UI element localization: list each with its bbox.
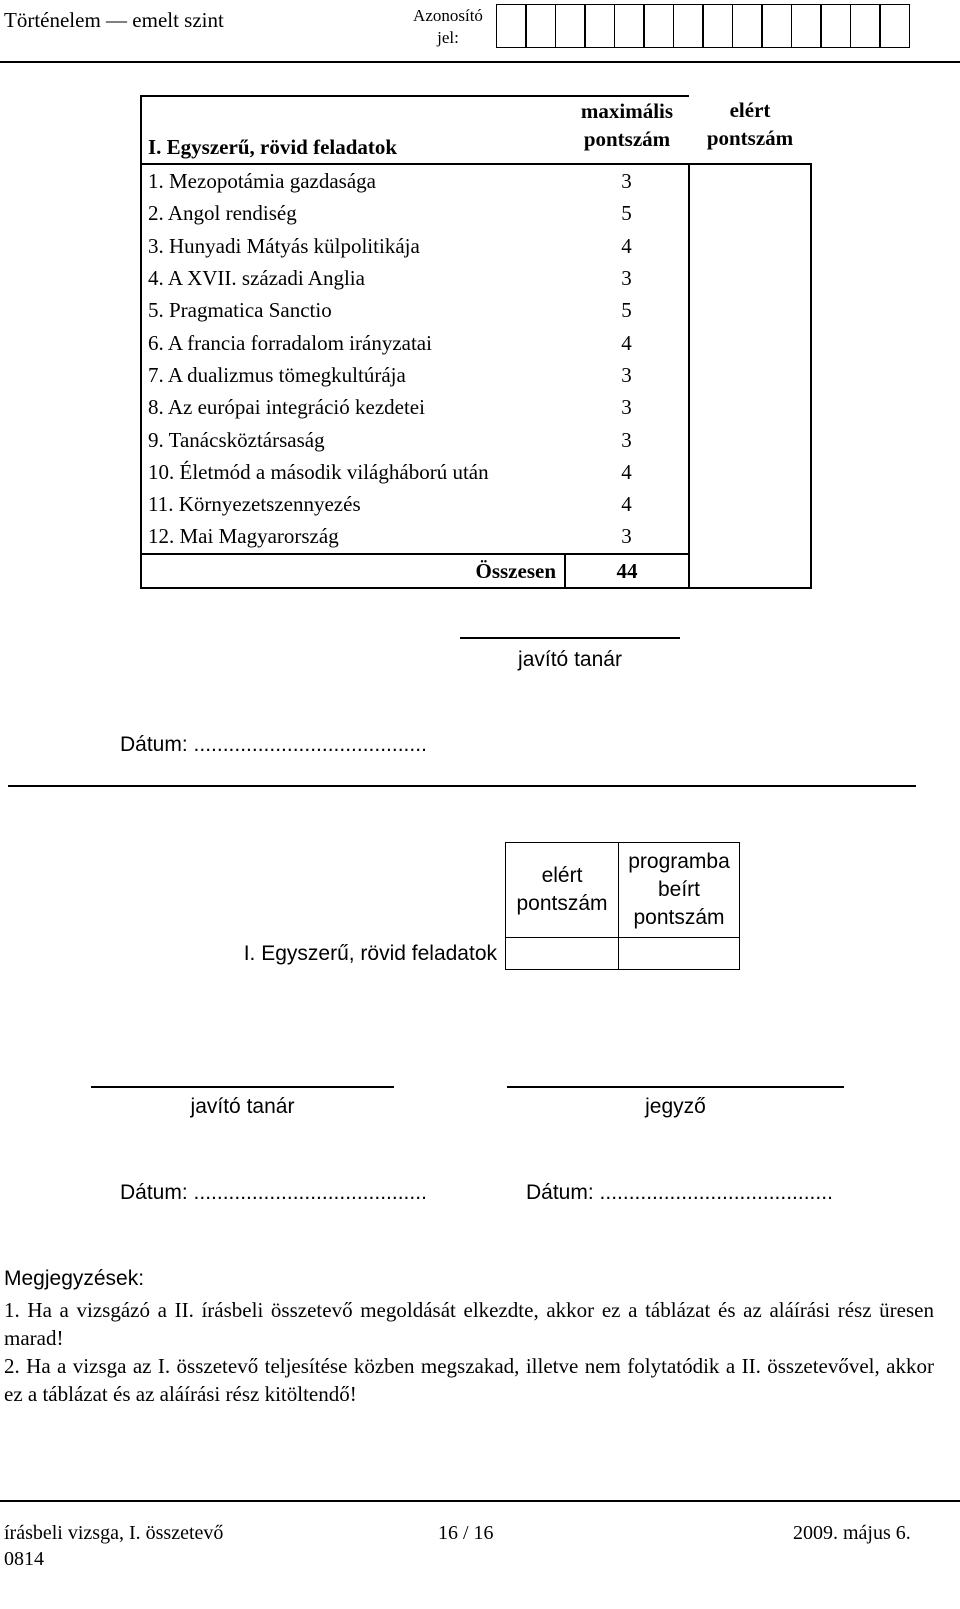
task-name: 4. A XVII. századi Anglia bbox=[141, 262, 565, 294]
task-name: 2. Angol rendiség bbox=[141, 197, 565, 229]
task-max-points: 4 bbox=[621, 459, 632, 484]
total-value: 44 bbox=[565, 554, 689, 588]
task-achieved-cell[interactable] bbox=[689, 197, 811, 229]
program-score-header-row bbox=[213, 843, 740, 938]
signature-line-notary[interactable] bbox=[507, 1086, 844, 1088]
task-name: 5. Pragmatica Sanctio bbox=[141, 294, 565, 326]
task-max-points: 5 bbox=[621, 201, 632, 226]
section-divider bbox=[8, 785, 916, 787]
achieved-header: elért pontszám bbox=[506, 843, 619, 938]
id-code-box[interactable] bbox=[643, 4, 674, 48]
note-2: 2. Ha a vizsga az I. összetevő teljesítése közben megszakad, illetve nem folytatódik a II. összetevővel, akkor ez a táblázat és az aláírási rész kitöltendő! bbox=[4, 1354, 934, 1406]
notary-role-label: jegyző bbox=[645, 1095, 706, 1118]
task-achieved-cell[interactable] bbox=[689, 520, 811, 553]
id-code-box[interactable] bbox=[820, 4, 851, 48]
task-name: 1. Mezopotámia gazdasága bbox=[141, 164, 565, 197]
date-field-3[interactable]: Dátum: ........................................ bbox=[526, 1181, 833, 1204]
id-code-box[interactable] bbox=[555, 4, 586, 48]
id-code-box[interactable] bbox=[525, 4, 556, 48]
task-name: 8. Az európai integráció kezdetei bbox=[141, 391, 565, 423]
entered-header: programba beírt pontszám bbox=[619, 843, 740, 938]
azonosito-label: Azonosító jel: bbox=[413, 6, 483, 47]
task-name: 7. A dualizmus tömegkultúrája bbox=[141, 359, 565, 391]
task-achieved-cell[interactable] bbox=[689, 164, 811, 197]
note-1: 1. Ha a vizsgázó a II. írásbeli összetevő megoldását elkezdte, akkor ez a táblázat és az aláírási rész üresen marad! bbox=[4, 1298, 934, 1350]
task-max-points: 4 bbox=[621, 492, 632, 517]
task-max-points: 5 bbox=[621, 298, 632, 323]
header-title: Történelem — emelt szint bbox=[4, 8, 224, 32]
task-row bbox=[141, 326, 811, 358]
id-code-box[interactable] bbox=[673, 4, 704, 48]
task-max-points: 3 bbox=[621, 362, 632, 387]
task-achieved-cell[interactable] bbox=[689, 391, 811, 423]
footer-date: 2009. május 6. bbox=[793, 1522, 911, 1544]
task-achieved-cell[interactable] bbox=[689, 262, 811, 294]
program-score-row bbox=[213, 938, 740, 970]
scoring-table-header-row bbox=[141, 96, 811, 164]
total-row bbox=[141, 554, 811, 588]
date-field-1[interactable]: Dátum: ........................................ bbox=[120, 733, 427, 756]
header-divider bbox=[0, 61, 960, 63]
section-header: I. Egyszerű, rövid feladatok bbox=[141, 96, 565, 164]
task-row bbox=[141, 262, 811, 294]
scoring-table bbox=[140, 95, 812, 589]
task-name: 9. Tanácsköztársaság bbox=[141, 423, 565, 455]
task-name: 11. Környezetszennyezés bbox=[141, 488, 565, 520]
task-max-points: 3 bbox=[621, 427, 632, 452]
task-row bbox=[141, 197, 811, 229]
id-code-box[interactable] bbox=[584, 4, 615, 48]
date-field-2[interactable]: Dátum: ........................................ bbox=[120, 1181, 427, 1204]
task-max-points: 3 bbox=[621, 266, 632, 291]
id-code-box[interactable] bbox=[791, 4, 822, 48]
task-achieved-cell[interactable] bbox=[689, 294, 811, 326]
task-achieved-cell[interactable] bbox=[689, 230, 811, 262]
footer-page-number: 16 / 16 bbox=[438, 1522, 494, 1544]
task-row bbox=[141, 230, 811, 262]
total-label: Összesen bbox=[141, 554, 565, 588]
signature-line-corrector-2[interactable] bbox=[91, 1086, 394, 1088]
task-row bbox=[141, 164, 811, 197]
task-name: 10. Életmód a második világháború után bbox=[141, 456, 565, 488]
task-row bbox=[141, 294, 811, 326]
id-code-box[interactable] bbox=[614, 4, 645, 48]
id-code-box[interactable] bbox=[879, 4, 910, 48]
task-max-points: 4 bbox=[621, 233, 632, 258]
task-row bbox=[141, 359, 811, 391]
footer-exam-label: írásbeli vizsga, I. összetevő bbox=[4, 1522, 224, 1544]
achieved-score-cell[interactable] bbox=[506, 938, 619, 970]
task-achieved-cell[interactable] bbox=[689, 359, 811, 391]
id-code-box[interactable] bbox=[496, 4, 527, 48]
task-row bbox=[141, 488, 811, 520]
achieved-points-header: elért pontszám bbox=[706, 98, 794, 150]
notes-title: Megjegyzések: bbox=[4, 1267, 145, 1290]
task-max-points: 4 bbox=[621, 330, 632, 355]
footer-code: 0814 bbox=[4, 1548, 44, 1570]
signature-line-corrector[interactable] bbox=[460, 637, 680, 639]
id-code-box[interactable] bbox=[732, 4, 763, 48]
total-achieved-cell[interactable] bbox=[689, 554, 811, 588]
task-name: 12. Mai Magyarország bbox=[141, 520, 565, 553]
task-row bbox=[141, 456, 811, 488]
footer-divider bbox=[0, 1500, 960, 1502]
id-code-boxes[interactable] bbox=[497, 4, 910, 48]
task-max-points: 3 bbox=[565, 164, 689, 197]
task-max-points: 3 bbox=[621, 524, 632, 549]
task-max-points: 3 bbox=[621, 395, 632, 420]
notes-section bbox=[4, 1265, 934, 1408]
task-name: 6. A francia forradalom irányzatai bbox=[141, 326, 565, 358]
task-achieved-cell[interactable] bbox=[689, 456, 811, 488]
entered-score-cell[interactable] bbox=[619, 938, 740, 970]
task-row bbox=[141, 391, 811, 423]
id-code-box[interactable] bbox=[761, 4, 792, 48]
task-achieved-cell[interactable] bbox=[689, 488, 811, 520]
corrector-role-label-2: javító tanár bbox=[190, 1095, 295, 1118]
max-points-header: maximális pontszám bbox=[565, 96, 689, 164]
task-achieved-cell[interactable] bbox=[689, 423, 811, 455]
task-name: 3. Hunyadi Mátyás külpolitikája bbox=[141, 230, 565, 262]
program-row-label: I. Egyszerű, rövid feladatok bbox=[213, 938, 506, 970]
program-score-table bbox=[213, 842, 740, 970]
task-achieved-cell[interactable] bbox=[689, 326, 811, 358]
corrector-role-label: javító tanár bbox=[518, 648, 622, 671]
task-row bbox=[141, 520, 811, 553]
task-row bbox=[141, 423, 811, 455]
id-code-box[interactable] bbox=[702, 4, 733, 48]
id-code-box[interactable] bbox=[850, 4, 881, 48]
